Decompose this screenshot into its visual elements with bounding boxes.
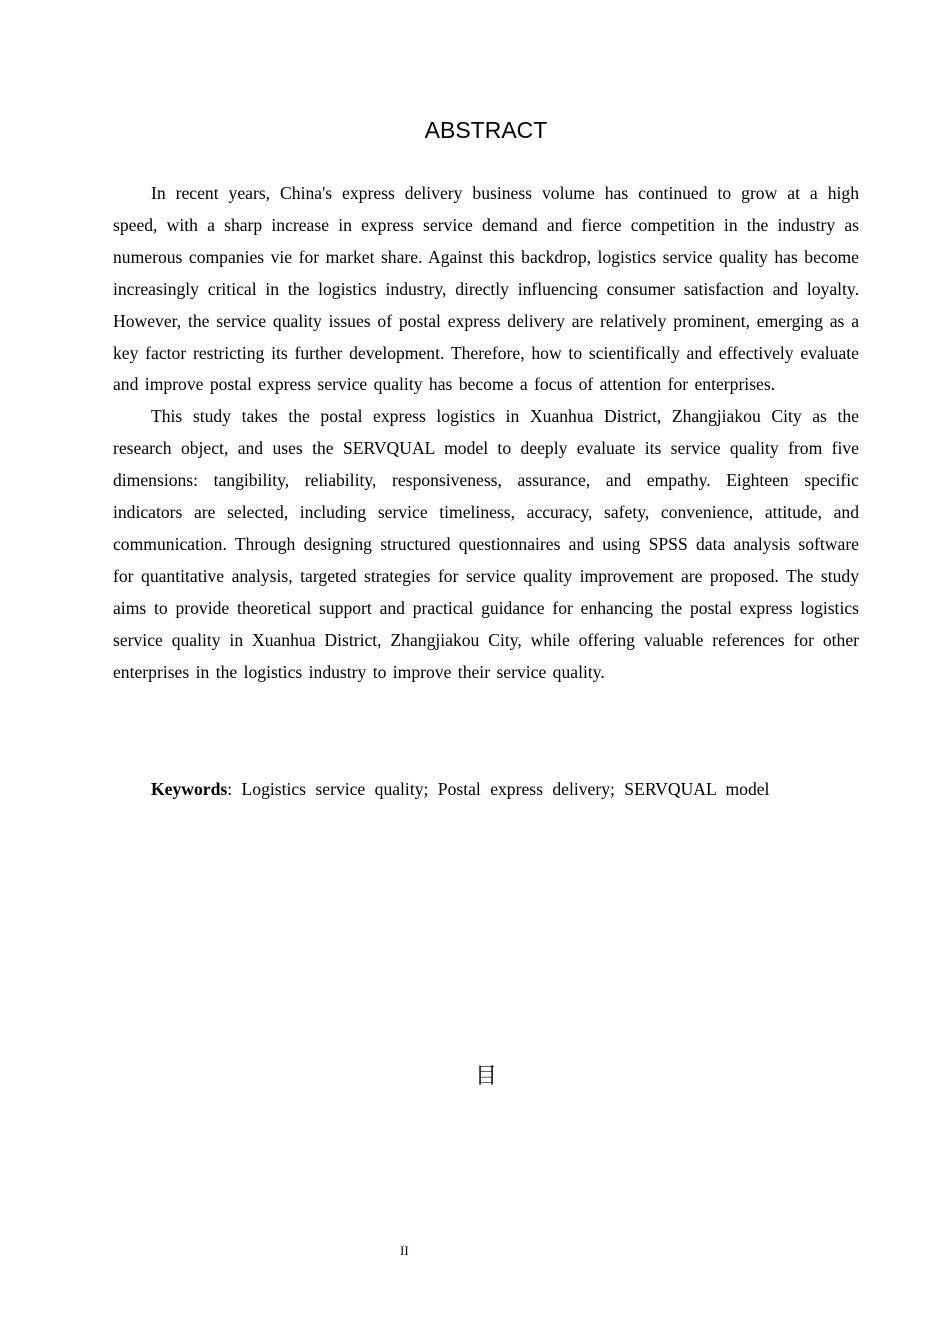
abstract-title: ABSTRACT [424, 117, 548, 143]
abstract-paragraph-2: This study takes the postal express logistics in Xuanhua District, Zhangjiakou City as the research object, and uses the SERVQUAL model to deeply evaluate its service quality from five dimensions: tangibility, reliability, responsiveness, assurance, and empathy. Eighteen specific indicators are selected, including service timeliness, accuracy, safety, convenience, attitude, and communication. Through designing structured questionnaires and using SPSS data analysis software for quantitative analysis, targeted strategies for service quality improvement are proposed. The study aims to provide theoretical support and practical guidance for enhancing the postal express logistics service quality in Xuanhua District, Zhangjiakou City, while offering valuable references for other enterprises in the logistics industry to improve their service quality. [113, 406, 859, 682]
keywords-line [151, 774, 769, 805]
keywords-label: Keywords [151, 779, 228, 799]
page-number: II [400, 1243, 409, 1258]
abstract-paragraph-1: In recent years, China's express delivery business volume has continued to grow at a high speed, with a sharp increase in express service demand and fierce competition in the industry as numerous companies vie for market share. Against this backdrop, logistics service quality has become increasingly critical in the logistics industry, directly influencing consumer satisfaction and loyalty. However, the service quality issues of postal express delivery are relatively prominent, emerging as a key factor restricting its further development. Therefore, how to scientifically and effectively evaluate and improve postal express service quality has become a focus of attention for enterprises. [113, 183, 859, 395]
toc-heading: 目 [474, 1064, 497, 1089]
abstract-body [113, 178, 859, 689]
keywords-text: : Logistics service quality; Postal express delivery; SERVQUAL model [227, 779, 770, 799]
